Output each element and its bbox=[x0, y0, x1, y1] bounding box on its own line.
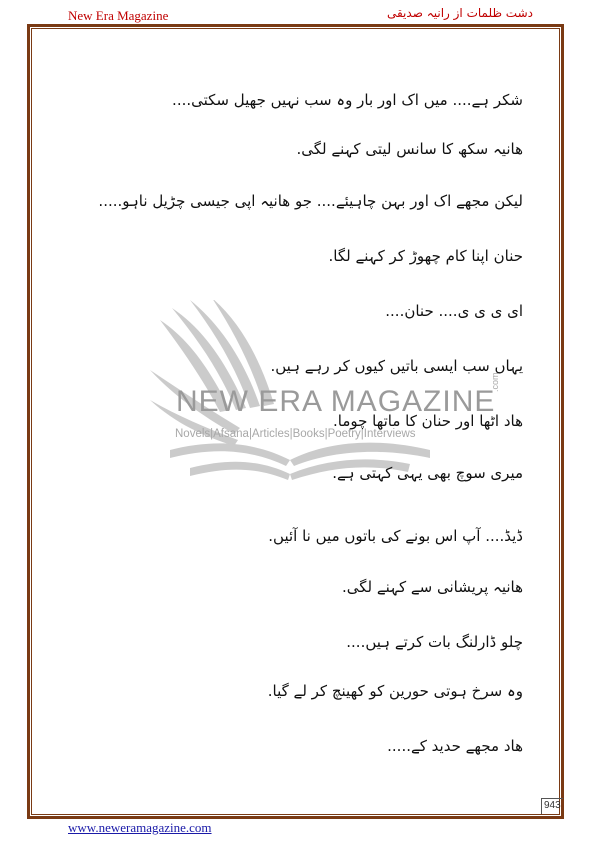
watermark-subtitle: Novels|Afsana|Articles|Books|Poetry|Interviews bbox=[175, 428, 416, 440]
body-line-13: ھاد مجھے حدید کے..... bbox=[387, 737, 523, 755]
watermark-title: NEW ERA MAGAZINE bbox=[176, 385, 496, 418]
body-line-1: شکر ہے.... میں اک اور بار وہ سب نہیں جھیل سکتی.... bbox=[172, 91, 523, 109]
body-line-5: ای ی ی ی.... حنان.... bbox=[385, 302, 523, 320]
body-line-2: ھانیہ سکھ کا سانس لیتی کہنے لگی. bbox=[296, 140, 523, 158]
body-line-12: وہ سرخ ہوتی حورین کو کھینچ کر لے گیا. bbox=[267, 682, 523, 700]
body-line-6: یہاں سب ایسی باتیں کیوں کر رہے ہیں. bbox=[270, 357, 523, 375]
body-line-7: ھاد اٹھا اور حنان کا ماتھا چوما. bbox=[332, 412, 523, 430]
header-magazine-name: New Era Magazine bbox=[68, 8, 169, 23]
header-novel-title: دشت ظلمات از رانیہ صدیقی bbox=[386, 6, 533, 20]
body-line-3: لیکن مجھے اک اور بہن چاہیئے.... جو ھانیہ اپی جیسی چڑیل ناہو..... bbox=[98, 192, 523, 210]
body-line-10: ھانیہ پریشانی سے کہنے لگی. bbox=[341, 578, 523, 596]
body-line-4: حنان اپنا کام چھوڑ کر کہنے لگا. bbox=[328, 247, 523, 265]
body-line-8: میری سوچ بھی یہی کہتی ہے. bbox=[332, 464, 523, 482]
page-number: 943 bbox=[544, 800, 561, 811]
body-line-11: چلو ڈارلنگ بات کرتے ہیں.... bbox=[346, 633, 523, 651]
footer-website-link[interactable]: www.neweramagazine.com bbox=[68, 820, 212, 835]
watermark-domain-suffix: .com bbox=[490, 372, 500, 392]
body-line-9: ڈیڈ.... آپ اس بونے کی باتوں میں نا آئیں. bbox=[268, 527, 523, 545]
